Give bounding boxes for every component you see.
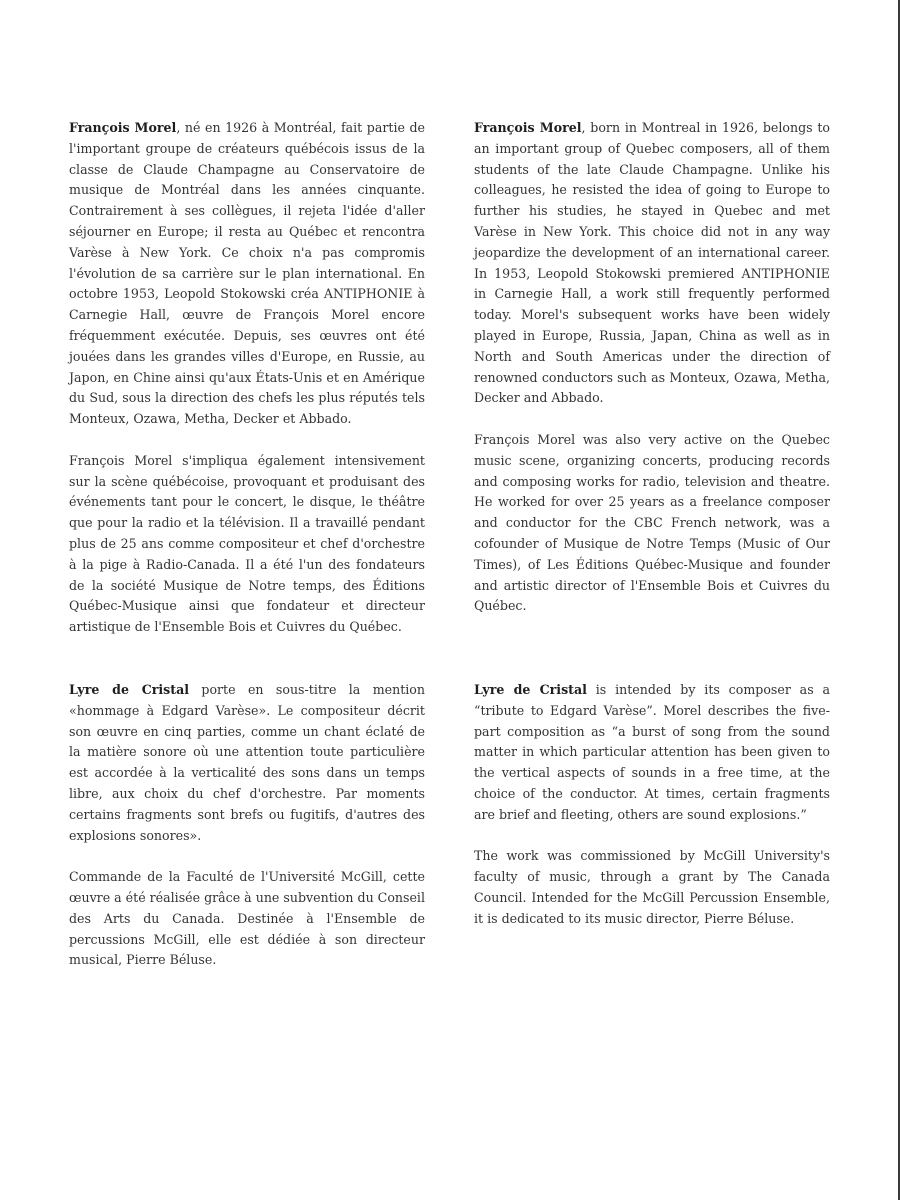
work-title: Lyre de Cristal [69,682,190,697]
english-work-notes [474,680,830,930]
french-bio-text-1: , né en 1926 à Montréal, fait partie de l'important groupe de créateurs québécois issus de la classe de Claude Champagne au Conservatoire de musique de Montréal dans les années cinquante. Contrairement à ses collègues, il rejeta l'idée d'aller séjourner en Europe; il resta au Québec et rencontra Varèse à New York. Ce choix n'a pas compromis l'évolution de sa carrière sur le plan international. En octobre 1953, Leopold Stokowski créa ANTIPHONIE à Carnegie Hall, œuvre de François Morel encore fréquemment exécutée. Depuis, ses œuvres ont été jouées dans les grandes villes d'Europe, en Russie, au Japon, en Chine ainsi qu'aux États-Unis et en Amérique du Sud, sous la direction des chefs les plus réputés tels Monteux, Ozawa, Metha, Decker et Abbado. [69,120,425,427]
english-bio-text-1: , born in Montreal in 1926, belongs to an important group of Quebec composers, all of them students of the late Claude Champagne. Unlike his colleagues, he resisted the idea of going to Europe to further his studies, he stayed in Quebec and met Varèse in New York. This choice did not in any way jeopardize the development of an international career. In 1953, Leopold Stokowski premiered ANTIPHONIE in Carnegie Hall, a work still frequently performed today. Morel's subsequent works have been widely played in Europe, Russia, Japan, China as well as in North and South Americas under the direction of renowned conductors such as Monteux, Ozawa, Metha, Decker and Abbado. [474,120,830,406]
french-work-notes [69,680,425,971]
french-work-text-1: porte en sous-titre la mention «hommage à Edgard Varèse». Le compositeur décrit son œuvre en cinq parties, comme un chant éclaté de la matière sonore où une attention toute particulière est accordée à la verticalité des sons dans un temps libre, aux choix du chef d'orchestre. Par moments certains fragments sont brefs ou fugitifs, d'autres des explosions sonores». [69,682,425,843]
english-work-text-1: is intended by its composer as a “tribute to Edgard Varèse”. Morel describes the five-part composition as “a burst of song from the sound matter in which particular attention has been given to the vertical aspects of sounds in a free time, at the choice of the conductor. At times, certain fragments are brief and fleeting, others are sound explosions.” [474,682,831,822]
french-work-paragraph-2: Commande de la Faculté de l'Université McGill, cette œuvre a été réalisée grâce à une subvention du Conseil des Arts du Canada. Destinée à l'Ensemble de percussions McGill, elle est dédiée à son directeur musical, Pierre Béluse. [69,869,425,968]
english-work-paragraph-2: The work was commissioned by McGill University's faculty of music, through a grant by The Canada Council. Intended for the McGill Percussion Ensemble, it is dedicated to its music director, Pierre Béluse. [474,848,830,926]
french-bio-paragraph-1 [69,118,425,430]
french-bio-paragraph-2: François Morel s'impliqua également intensivement sur la scène québécoise, provoquant et produisant des événements tant pour le concert, le disque, le théâtre que pour la radio et la télévision. Il a travaillé pendant plus de 25 ans comme compositeur et chef d'orchestre à la pige à Radio-Canada. Il a été l'un des fondateurs de la société Musique de Notre temps, des Éditions Québec-Musique ainsi que fondateur et directeur artistique de l'Ensemble Bois et Cuivres du Québec. [69,452,425,635]
english-work-paragraph-1 [474,680,830,826]
composer-name: François Morel [69,120,177,135]
english-bio-paragraph-2: François Morel was also very active on the Quebec music scene, organizing concerts, producing records and composing works for radio, television and theatre. He worked for over 25 years as a freelance composer and conductor for the CBC French network, was a cofounder of Musique de Notre Temps (Music of Our Times), of Les Éditions Québec-Musique and founder and artistic director of l'Ensemble Bois et Cuivres du Québec. [474,431,830,614]
english-bio-paragraph-1 [474,118,830,409]
french-biography [69,118,425,638]
english-biography [474,118,830,617]
work-title: Lyre de Cristal [474,682,587,697]
composer-name: François Morel [474,120,582,135]
french-work-paragraph-1 [69,680,425,846]
